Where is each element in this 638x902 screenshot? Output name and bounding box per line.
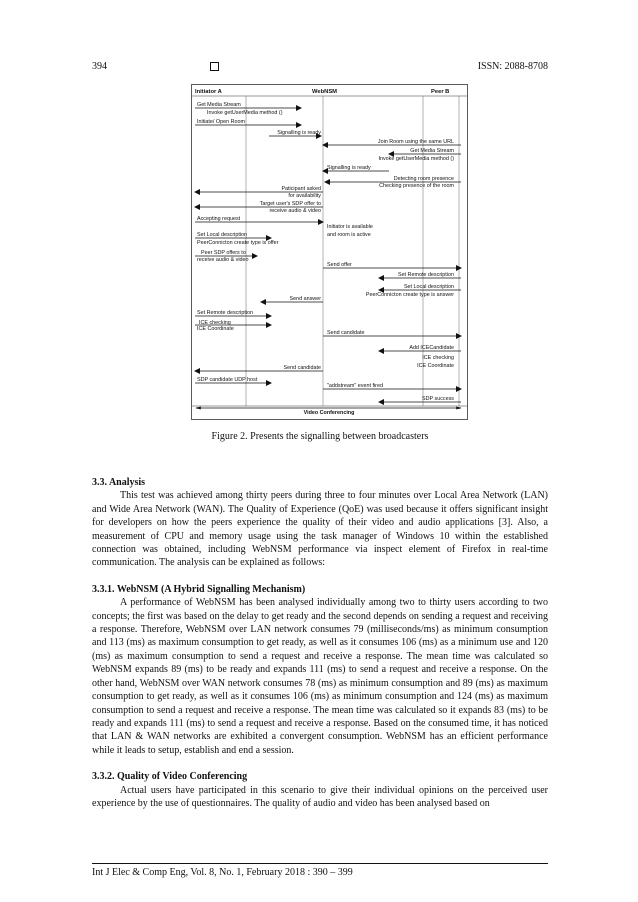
fig-label: Join Room using the same URL — [377, 139, 454, 145]
page-number: 394 — [92, 61, 107, 72]
fig-label: Send offer — [327, 262, 352, 268]
page-header — [92, 61, 548, 75]
checkbox-square-icon — [210, 62, 219, 71]
page-footer: Int J Elec & Comp Eng, Vol. 8, No. 1, February 2018 : 390 – 399 — [92, 863, 548, 878]
signalling-figure — [191, 84, 468, 420]
fig-label: receive audio & video — [197, 257, 249, 263]
fig-label: Send answer — [289, 296, 321, 302]
fig-label: Detecting room presence — [393, 176, 454, 182]
fig-label: Invoke getUserMedia method () — [207, 110, 283, 116]
lane-peer-b: Peer B — [431, 89, 450, 95]
fig-label: Set Remote description — [197, 310, 254, 316]
fig-label: Signalling is ready — [327, 165, 371, 171]
fig-label: Initiator is available — [327, 224, 373, 230]
fig-label: and room is active — [327, 232, 371, 238]
fig-label: Get Media Stream — [410, 148, 454, 154]
fig-label: Set Local description — [197, 232, 248, 238]
fig-label: "addstream" event fired — [327, 383, 383, 389]
fig-label: Peer SDP offers to — [201, 250, 246, 256]
fig-label: Get Media Stream — [197, 102, 241, 108]
fig-label: Send candidate — [283, 365, 321, 371]
fig-label: Invoke getUserMedia method () — [378, 156, 454, 162]
fig-label: ICE Coordinate — [417, 363, 454, 369]
fig-label: ICE checking — [199, 320, 231, 326]
fig-label: Initiate/ Open Room — [197, 119, 245, 125]
fig-label: Add ICECandidate — [409, 345, 454, 351]
article-body — [92, 476, 548, 810]
fig-label: ICE Coordinate — [197, 326, 234, 332]
fig-label: PeerConnicton create type is answer — [365, 292, 454, 298]
section-heading-video: 3.3.2. Quality of Video Conferencing — [92, 771, 248, 783]
section-heading-analysis: 3.3. Analysis — [92, 477, 146, 488]
lane-initiator-a: Initiator A — [195, 89, 222, 95]
fig-label: SDP candidate UDP host — [197, 377, 258, 383]
lane-webnsm: WebNSM — [312, 89, 338, 95]
figure-caption: Figure 2. Presents the signalling between broadcasters — [211, 431, 429, 442]
issn: ISSN: 2088-8708 — [477, 61, 548, 72]
fig-label: Set Local description — [403, 284, 454, 290]
fig-label: Set Remote description — [397, 272, 454, 278]
paragraph-analysis: This test was achieved among thirty peers during three to four minutes over Local Area Network (LAN) and Wide Area Network (WAN). The Quality of Experience (QoE) was used because it offers significant insight for developers on how the peers experience the quality of their video and audio applications [3]. Also, a measurement of CPU and memory usage using the task manager of Windows 10 within the established connection was obtained, including WebNSM performance via inspect element of Firefox in real-time communication. The analysis can be explained as follows: — [92, 490, 548, 569]
fig-label: Paticipant asked — [281, 186, 321, 192]
fig-label: Signalling is ready — [277, 130, 321, 136]
section-heading-webnsm: 3.3.1. WebNSM (A Hybrid Signalling Mechanism) — [92, 583, 306, 595]
fig-label: for availability — [288, 193, 321, 199]
fig-label: Target user's SDP offer to — [259, 201, 321, 207]
paragraph-video: Actual users have participated in this scenario to give their individual opinions on the perceived user experience by the use of questionnaires. The quality of audio and video has been analysed based on — [92, 784, 548, 809]
fig-label: SDP success — [422, 396, 454, 402]
paragraph-webnsm: A performance of WebNSM has been analysed individually among two to thirty users according to two concepts; the first was based on the delay to get ready and the second depends on sending a request and receiving a response. Therefore, WebNSM over LAN network consumes 79 (milliseconds/ms) as minimum consumption and 113 (ms) as maximum consumption to get ready, as well as it consumes 106 (ms) as a minimum use and 120 (ms) as maximum consumption to send a request and receive a response. The mean time was calculated so WebNSM expands 89 (ms) to be ready and expands 111 (ms) to send a request and receive a response. On the other hand, WebNSM over WAN network consumes 78 (ms) as minimum consumption and 89 (ms) as maximum consumption to get ready, as well as it consumes 106 (ms) as minimum consumption and 124 (ms) as maximum consumption to send a request and receive a response. The mean time was calculated so it expands 83 (ms) to be ready and expands 111 (ms) to send a request and receive a response. Based on the consumed time, it has noticed that LAN & WAN networks are exhibited a convergent consumption. WebNSM has an efficient performance while it leads to setup, establish and end a session. — [92, 597, 548, 756]
fig-label: Accepting request — [197, 216, 241, 222]
fig-label: ICE checking — [422, 355, 454, 361]
fig-label: Video Conferencing — [303, 410, 355, 416]
fig-label: PeerConnicton create type is offer — [197, 240, 279, 246]
fig-label: Send candidate — [327, 330, 365, 336]
fig-label: Checking presence of the room — [379, 183, 454, 189]
fig-label: receive audio & video — [269, 208, 321, 214]
